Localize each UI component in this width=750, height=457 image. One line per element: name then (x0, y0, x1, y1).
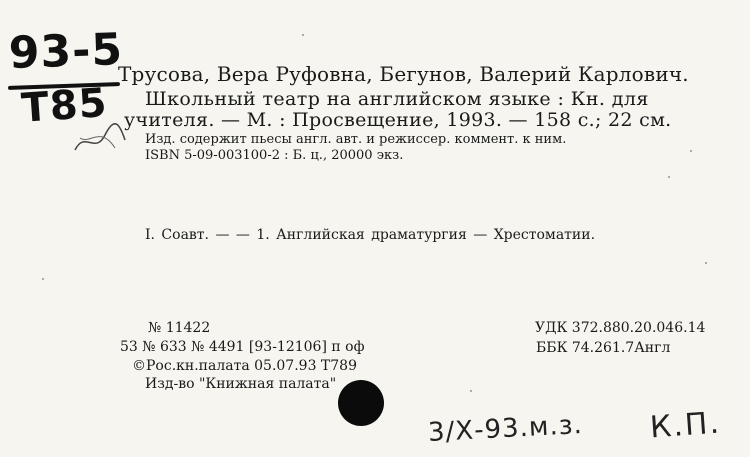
bbk-code: ББК 74.261.7Англ (536, 340, 671, 356)
speck (470, 390, 472, 392)
title-line-2: учителя. — М. : Просвещение, 1993. — 158 с.; 22 см. (124, 109, 672, 131)
scribble-mark (70, 120, 130, 160)
speck (302, 34, 304, 36)
copyright-line: ©Рос.кн.палата 05.07.93 Т789 (132, 358, 357, 374)
author-line: Трусова, Вера Руфовна, Бегунов, Валерий Карлович. (118, 62, 689, 86)
handwritten-date: 3/Х-93.м.з. (427, 409, 584, 449)
content-note: Изд. содержит пьесы англ. авт. и режиссер. коммент. к ним. (145, 132, 567, 147)
title-line-1: Школьный театр на английском языке : Кн. для (145, 88, 649, 110)
speck (690, 150, 692, 152)
isbn-line: ISBN 5-09-003100-2 : Б. ц., 20000 экз. (145, 148, 404, 163)
speck (705, 262, 707, 264)
handwritten-initials: К.П. (648, 405, 723, 446)
card-number: № 11422 (148, 320, 211, 336)
order-line: 53 № 633 № 4491 [93-12106] п оф (120, 339, 365, 355)
speck (668, 176, 670, 178)
ink-blot (338, 380, 384, 426)
call-number-bottom: Т85 (20, 80, 109, 132)
call-number-top: 93-5 (8, 24, 124, 79)
subject-headings: I. Соавт. — — 1. Английская драматургия — Хрестоматии. (145, 227, 596, 243)
publisher-line: Изд-во "Книжная палата" (145, 376, 337, 392)
udk-code: УДК 372.880.20.046.14 (535, 320, 706, 336)
speck (42, 278, 44, 280)
